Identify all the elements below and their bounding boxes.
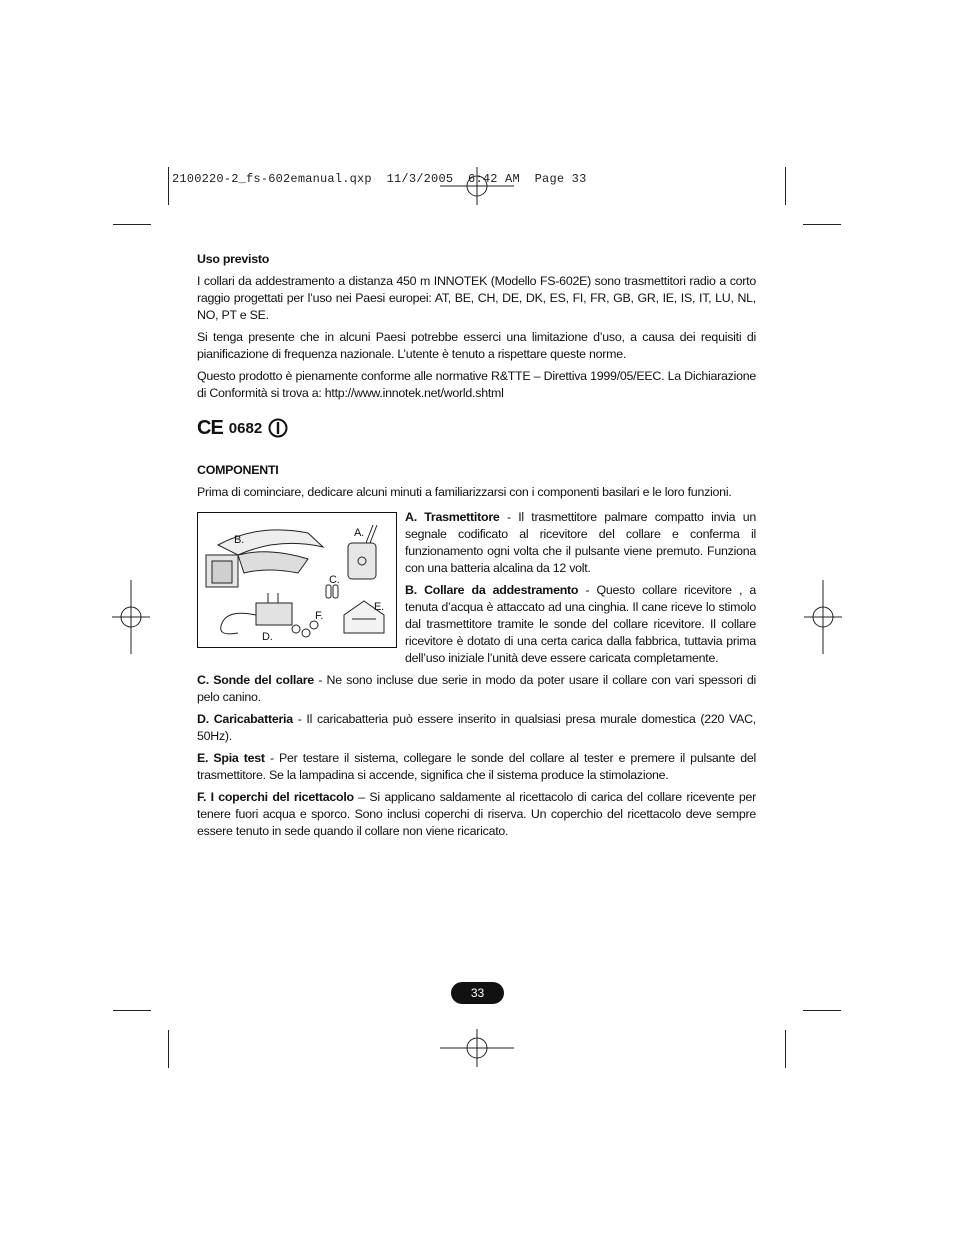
alert-class-icon [268,418,288,438]
component-description: - Questo collare ricevitore , a tenuta d’acqua è attaccato ad una cinghia. Il cane riceve lo stimolo dal trasmettitore tramite le sonde del collare ricevitore. Il collare ricevitore è dotato di una certa carica dalla fabbrica, tuttavia prima dell’uso iniziale l’unità deve essere caricata completamente. [405,583,756,665]
component-description: - Il caricabatteria può essere inserito in qualsiasi presa murale domestica (220 VAC, 50Hz). [197,712,756,743]
component-item-a [405,509,756,577]
figure-label-a: A. [354,527,364,539]
component-label: D. Caricabatteria [197,712,293,726]
component-label: A. Trasmettitore [405,510,500,524]
manual-content [197,251,756,845]
component-label: E. Spia test [197,751,265,765]
component-item-f [197,789,756,840]
component-label: B. Collare da addestramento [405,583,579,597]
print-slug: 2100220-2_fs-602emanual.qxp 11/3/2005 6:42 AM Page 33 [172,172,587,186]
component-label: C. Sonde del collare [197,673,314,687]
ce-mark-icon: CE [197,416,223,439]
component-label: F. I coperchi del ricettacolo [197,790,354,804]
certification-marks [197,416,756,440]
intended-use-paragraph-3: Questo prodotto è pienamente conforme alle normative R&TTE – Direttiva 1999/05/EEC. La Dichiarazione di Conformità si trova a: http://www.innotek.net/world.shtml [197,369,756,400]
notified-body-number: 0682 [228,419,263,437]
component-description: – Si applicano saldamente al ricettacolo di carica del collare ricevente per tenere fuori acqua e sporco. Sono inclusi coperchi di riserva. Un coperchio del ricettacolo deve sempre essere tenuto in sede quando il collare non viene ricaricato. [197,790,756,838]
figure-label-b: B. [234,534,244,546]
component-description: - Per testare il sistema, collegare le sonde del collare al tester e premere il pulsante del trasmettitore. Se la lampadina si accende, significa che il sistema produce la stimolazione. [197,751,756,782]
component-item-b [405,582,756,667]
figure-label-c: C. [329,574,340,586]
intended-use-paragraph-2: Si tenga presente che in alcuni Paesi potrebbe esserci una limitazione d’uso, a causa dei requisiti di pianificazione di frequenza nazionale. L’utente è tenuto a rispettare queste norme. [197,330,756,361]
component-description: - Il trasmettitore palmare compatto invia un segnale codificato al ricevitore del collare e conferma il funzionamento ogni volta che il pulsante viene premuto. Funziona con una batteria alcalina da 12 volt. [405,510,756,575]
component-item-e [197,750,756,784]
component-item-c [197,672,756,706]
intended-use-paragraph-1: I collari da addestramento a distanza 450 m INNOTEK (Modello FS-602E) sono trasmettitori radio a corto raggio progettati per l’uso nei Paesi europei: AT, BE, CH, DE, DK, ES, FI, FR, GB, GR, IE, IS, IT, LU, NL, NO, PT e SE. [197,274,756,322]
components-drawing [198,513,396,647]
components-heading: COMPONENTI [197,463,279,477]
components-illustration [197,512,397,648]
figure-label-e: E. [374,601,384,613]
page-number: 33 [451,982,504,1004]
component-item-d [197,711,756,745]
intended-use-heading: Uso previsto [197,252,270,266]
figure-label-f: F. [315,610,324,622]
component-description: - Ne sono incluse due serie in modo da poter usare il collare con vari spessori di pelo canino. [197,673,756,704]
figure-label-d: D. [262,631,273,643]
components-intro: Prima di cominciare, dedicare alcuni minuti a familiarizzarsi con i componenti basilari e le loro funzioni. [197,485,732,499]
